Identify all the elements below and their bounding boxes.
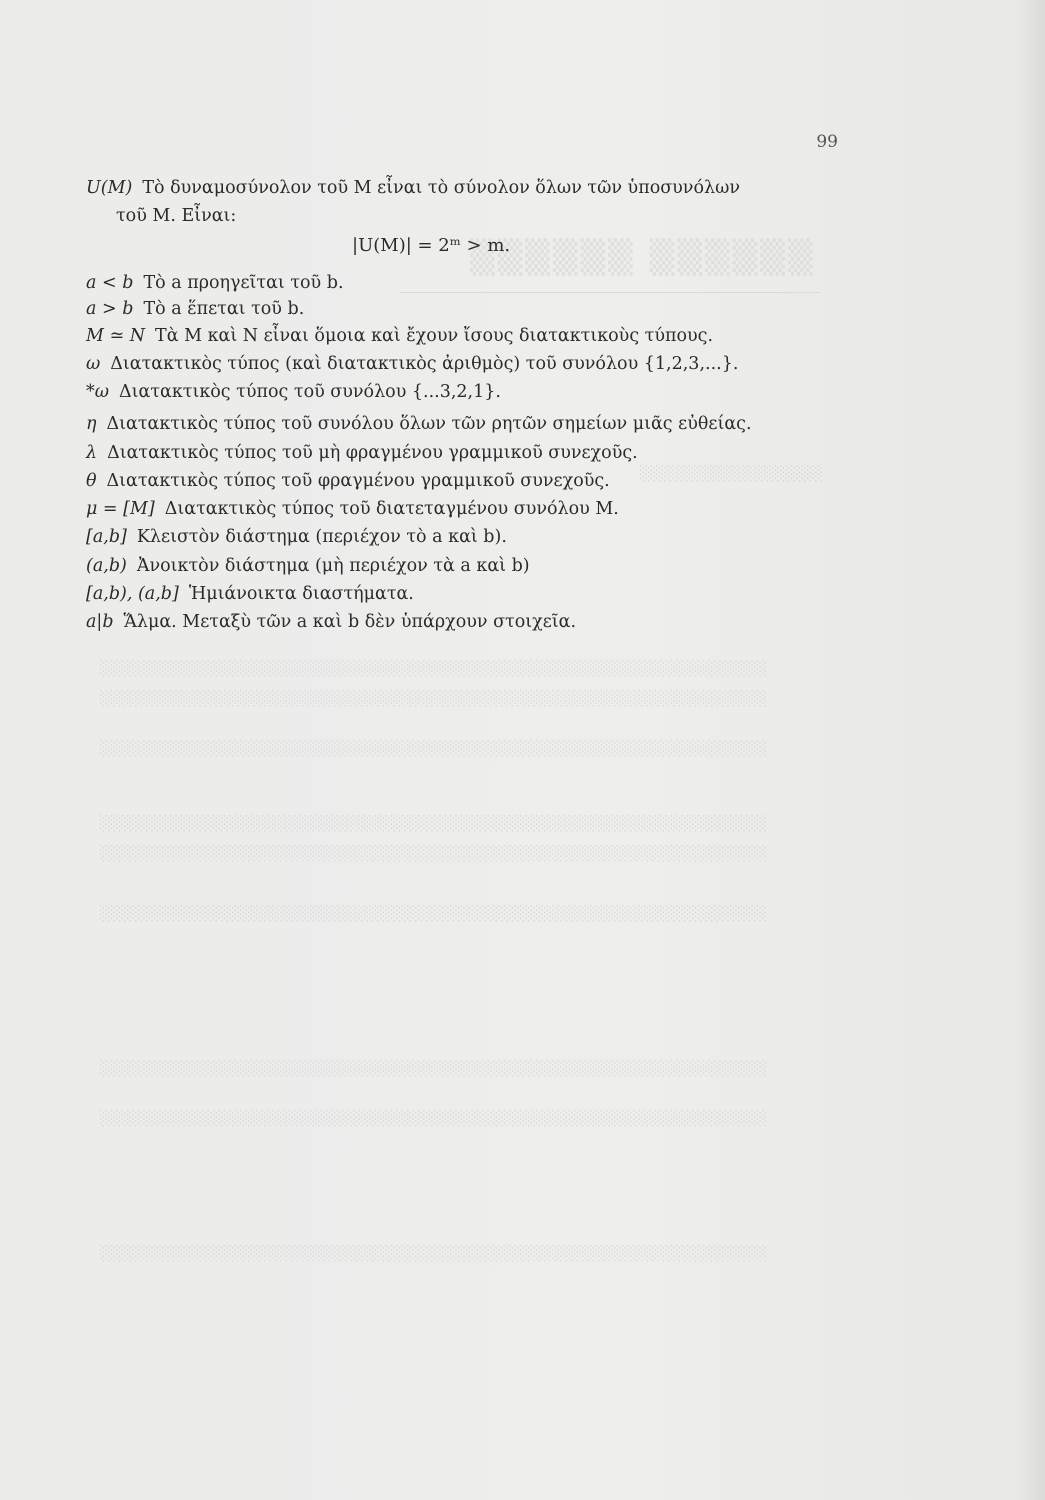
entry-symbol: a < b bbox=[86, 273, 134, 293]
entry-description: Διατακτικὸς τύπος τοῦ φραγμένου γραμμικοῦ συνεχοῦς. bbox=[106, 471, 610, 491]
entry-description: Διατακτικὸς τύπος τοῦ διατεταγμένου συνόλου M. bbox=[164, 499, 619, 519]
entry-description: Διατακτικὸς τύπος τοῦ συνόλου {...3,2,1}. bbox=[119, 382, 501, 402]
entry-closed-interval bbox=[86, 525, 846, 549]
entry-description: Τὸ a προηγεῖται τοῦ b. bbox=[143, 273, 344, 293]
show-through-text: ░░░░░░░░░░░░░░░░░░░░░░░░░░░░░░░░░░░░░░░░░░░░░░░░░░░░░░░░░░░░░░ bbox=[100, 906, 768, 922]
entry-half-open-intervals bbox=[86, 582, 846, 606]
entry-symbol: θ bbox=[86, 471, 97, 491]
entry-precedes bbox=[86, 271, 846, 295]
entry-follows bbox=[86, 297, 846, 321]
entry-similar bbox=[86, 324, 846, 348]
show-through-text: ░░░░░░░░░░░░░░░░░░░░░░░░░░░░░░░░░░░░░░░░░░░░░░░░░░░░░░░░░░░░░░ bbox=[100, 816, 768, 832]
show-through-text: ░░░░░░░░░░░░░░░░░░░░░░░░░░░░░░░░░░░░░░░░░░░░░░░░░░░░░░░░░░░░░░ bbox=[100, 1246, 768, 1262]
show-through-text: ░░░░░░░░░░░░░░░░░░░░░░░░░░░░░░░░░░░░░░░░░░░░░░░░░░░░░░░░░░░░░░ bbox=[100, 691, 768, 707]
entry-symbol: λ bbox=[86, 443, 98, 463]
entry-description: Διατακτικὸς τύπος (καὶ διατακτικὸς ἀριθμὸς) τοῦ συνόλου {1,2,3,...}. bbox=[110, 354, 739, 374]
entry-continuation bbox=[116, 204, 876, 228]
entry-lambda bbox=[86, 441, 846, 465]
formula-text: |U(M)| = 2ᵐ > m. bbox=[352, 235, 511, 256]
entry-description: Κλειστὸν διάστημα (περιέχον τὸ a καὶ b). bbox=[136, 527, 507, 547]
entry-description: Ἀνοικτὸν διάστημα (μὴ περιέχον τὰ a καὶ b) bbox=[136, 556, 530, 576]
entry-symbol: (a,b) bbox=[86, 556, 127, 576]
entry-symbol: a|b bbox=[86, 612, 114, 632]
entry-symbol: [a,b), (a,b] bbox=[86, 584, 179, 604]
entry-symbol: *ω bbox=[86, 382, 110, 402]
entry-description: Διατακτικὸς τύπος τοῦ μὴ φραγμένου γραμμικοῦ συνεχοῦς. bbox=[107, 443, 638, 463]
entry-eta bbox=[86, 412, 846, 436]
show-through-text: ░░░░░░░░░░░░░░░░░░░░░░░░░░░░░░░░░░░░░░░░░░░░░░░░░░░░░░░░░░░░░░ bbox=[100, 1111, 768, 1127]
display-formula bbox=[352, 234, 1045, 258]
entry-description: Τὰ M καὶ N εἶναι ὅμοια καὶ ἔχουν ἴσους διατακτικοὺς τύπους. bbox=[155, 326, 714, 346]
entry-star-omega bbox=[86, 380, 846, 404]
entry-description: Ἡμιάνοικτα διαστήματα. bbox=[188, 584, 414, 604]
entry-description: Τὸ a ἕπεται τοῦ b. bbox=[143, 299, 305, 319]
entry-description: Τὸ δυναμοσύνολον τοῦ M εἶναι τὸ σύνολον ὅλων τῶν ὑποσυνόλων bbox=[142, 178, 740, 198]
entry-symbol: [a,b] bbox=[86, 527, 127, 547]
entry-jump bbox=[86, 610, 846, 634]
entry-symbol: M ≃ N bbox=[86, 326, 146, 346]
show-through-text: ░░░░░░░░░░░░░░░░░░░░░░░░░░░░░░░░░░░░░░░░░░░░░░░░░░░░░░░░░░░░░░ bbox=[100, 741, 768, 757]
entry-description: τοῦ M. Εἶναι: bbox=[116, 206, 237, 226]
page-number: 99 bbox=[816, 132, 838, 152]
entry-symbol: η bbox=[86, 414, 97, 434]
entry-mu bbox=[86, 497, 846, 521]
entry-symbol: ω bbox=[86, 354, 101, 374]
entry-symbol: U(M) bbox=[86, 178, 133, 198]
entry-theta bbox=[86, 469, 846, 493]
show-through-text: ░░░░░░░░░░░░░░░░░░░░░░░░░░░░░░░░░░░░░░░░░░░░░░░░░░░░░░░░░░░░░░ bbox=[100, 846, 768, 862]
show-through-text: ░░░░░░░░░░░░░░░░░░░░░░░░░░░░░░░░░░░░░░░░░░░░░░░░░░░░░░░░░░░░░░ bbox=[100, 661, 768, 677]
show-through-heading: ▒▒▒▒▒▒ ▒▒▒▒▒▒ bbox=[470, 238, 816, 276]
entry-description: Διατακτικὸς τύπος τοῦ συνόλου ὅλων τῶν ρητῶν σημείων μιᾶς εὐθείας. bbox=[106, 414, 752, 434]
entry-open-interval bbox=[86, 554, 846, 578]
show-through-text: ░░░░░░░░░░░░░░░░░░░░░░░░░░░░░░░░░░░░░░░░░░░░░░░░░░░░░░░░░░░░░░ bbox=[100, 1061, 768, 1077]
show-through-text: ░░░░░░░░░░░░░░░░░ bbox=[640, 466, 824, 482]
entry-symbol: a > b bbox=[86, 299, 134, 319]
entry-power-set bbox=[86, 176, 846, 200]
entry-description: Ἅλμα. Μεταξὺ τῶν a καὶ b δὲν ὑπάρχουν στοιχεῖα. bbox=[123, 612, 577, 632]
entry-omega bbox=[86, 352, 846, 376]
entry-symbol: μ = [M] bbox=[86, 499, 155, 519]
